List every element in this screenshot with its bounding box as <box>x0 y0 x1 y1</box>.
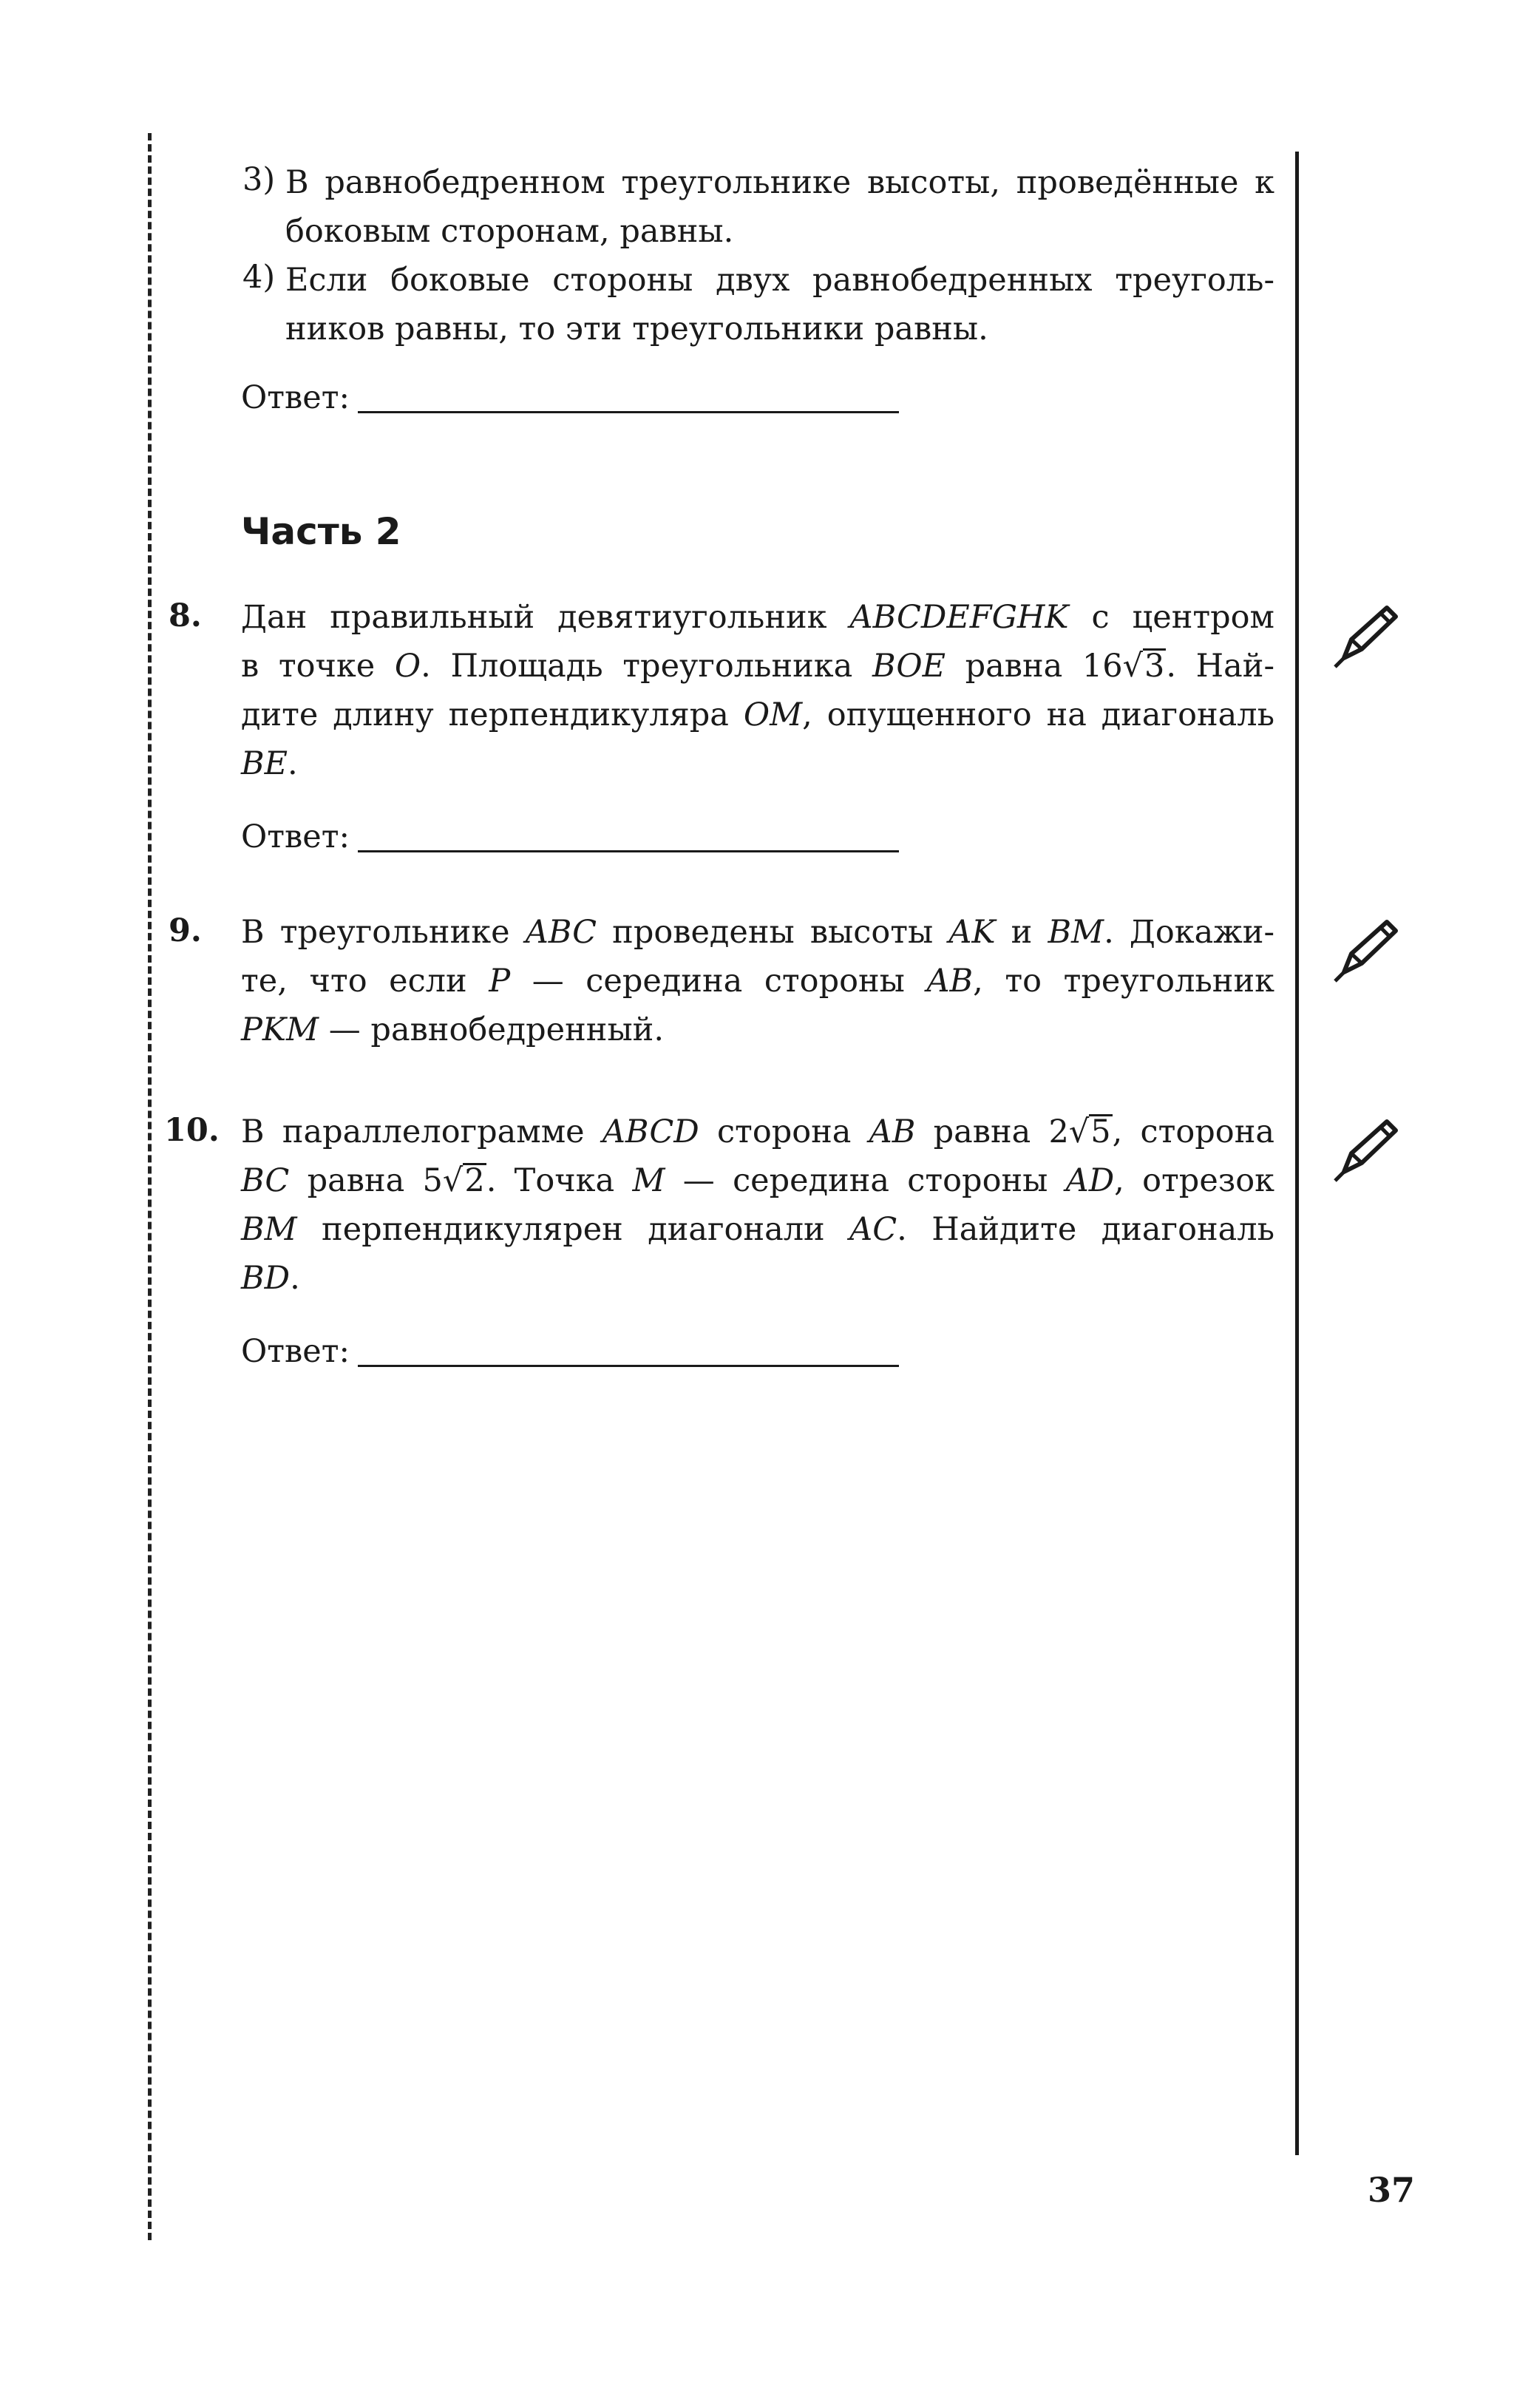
option-3-number: 3) <box>242 161 276 198</box>
task-10-text: В параллелограмме ABCD сторона AB равна 2√5, сторона BC равна 5√2. Точка M — середина стороны AD, отрезок BM перпендикулярен диагонали AC. Найдите диагональ BD. <box>241 1113 1274 1297</box>
answer-field-10[interactable] <box>358 1365 899 1367</box>
part-title: Часть 2 <box>241 510 401 553</box>
option-4-line-2: ников равны, то эти треугольники равны. <box>285 311 988 347</box>
task-9-number: 9. <box>169 912 202 949</box>
answer-label-10: Ответ: <box>241 1333 350 1370</box>
option-4-number: 4) <box>242 259 276 296</box>
page-number: 37 <box>1368 2170 1416 2210</box>
cut-line <box>148 133 152 2240</box>
task-10-number: 10. <box>164 1112 220 1149</box>
answer-field-8[interactable] <box>358 850 899 852</box>
pencil-icon <box>1329 1113 1403 1187</box>
pencil-icon <box>1329 599 1403 673</box>
option-4 <box>285 256 1274 353</box>
answer-label-8: Ответ: <box>241 818 350 855</box>
option-3 <box>285 158 1274 256</box>
option-4-line-1: Если боковые стороны двух равнобедренных треуголь- <box>285 262 1274 299</box>
margin-rule <box>1295 152 1299 2155</box>
task-9-text: В треугольнике ABC проведены высоты AK и BM. Докажи- те, что если P — середина стороны AB, то треугольник PKM — равнобедренный. <box>241 914 1274 1048</box>
task-8-number: 8. <box>169 597 202 634</box>
answer-label-7: Ответ: <box>241 379 350 416</box>
pencil-icon <box>1329 913 1403 987</box>
answer-field-7[interactable] <box>358 411 899 413</box>
option-3-line-2: боковым сторонам, равны. <box>285 213 734 250</box>
task-8-text: Дан правильный девятиугольник ABCDEFGHK с центром в точке O. Площадь треугольника BOE равна 16√3. Най- дите длину перпендикуляра OM, опущенного на диагональ BE. <box>241 599 1274 782</box>
option-3-line-1: В равнобедренном треугольнике высоты, проведённые к <box>285 164 1274 201</box>
